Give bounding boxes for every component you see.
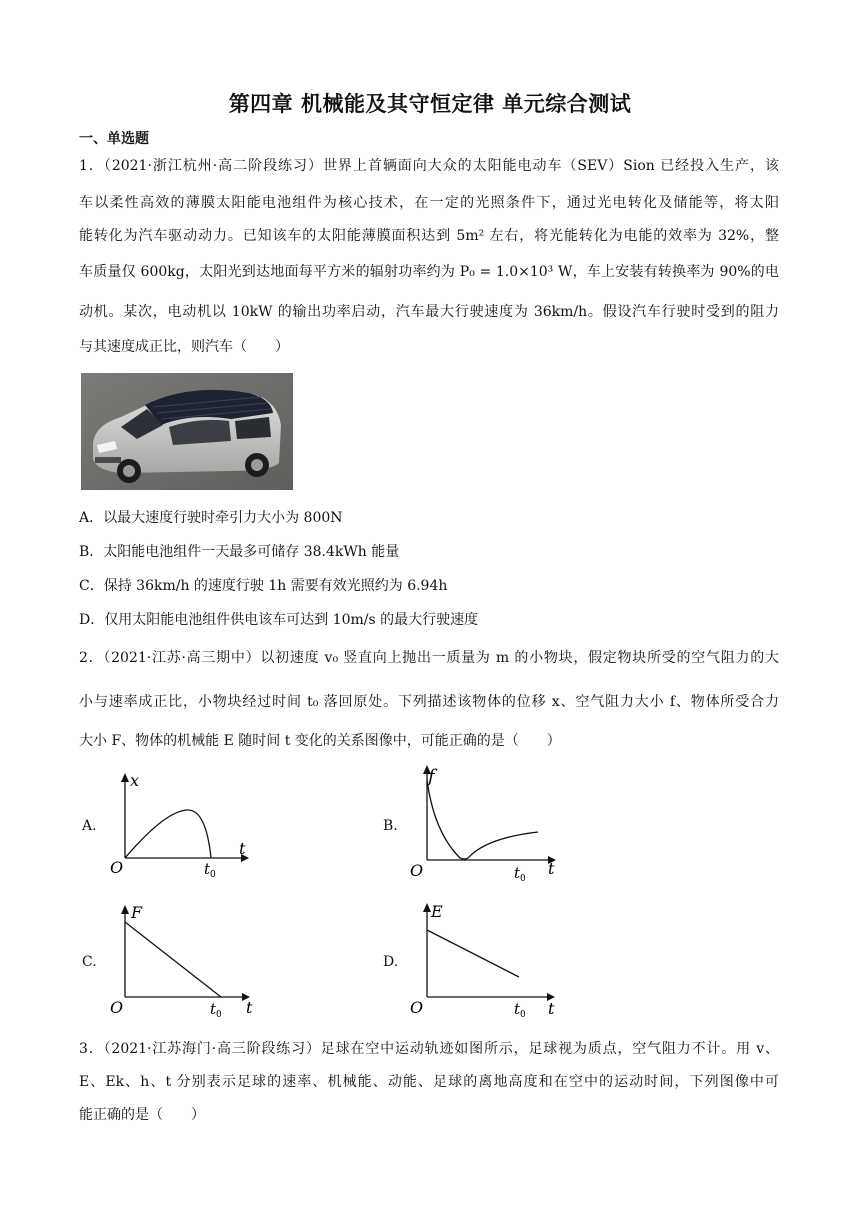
graph-b (410, 762, 560, 884)
q1-option-c: C．保持 36km/h 的速度行驶 1h 需要有效光照约为 6.94h (79, 578, 448, 594)
q3-line: 3．（2021·江苏海门·高三阶段练习）足球在空中运动轨迹如图所示，足球视为质点，空气阻力不计。用 v、 (79, 1041, 779, 1057)
graph-d-y-label: E (431, 902, 443, 921)
graph-d-origin: O (410, 998, 424, 1017)
q1-line: 动机。某次，电动机以 10kW 的输出功率启动，汽车最大行驶速度为 36km/h。假设汽车行驶时受到的阻力 (79, 304, 779, 320)
svg-text:t0: $t_0$ (514, 1000, 526, 1020)
graph-d-option: D. (383, 954, 399, 970)
graph-c (106, 900, 256, 1018)
graph-b-x-label: t (548, 859, 555, 878)
q1-line: 车质量仅 600kg，太阳光到达地面每平方米的辐射功率约为 P₀ = 1.0×10³ W，车上安装有转换率为 90%的电 (79, 264, 779, 280)
q1-line: 车以柔性高效的薄膜太阳能电池组件为核心技术，在一定的光照条件下，通过光电转化及储能等，将太阳 (79, 195, 779, 211)
q1-line: 1．（2021·浙江杭州·高二阶段练习）世界上首辆面向大众的太阳能电动车（SEV）Sion 已经投入生产，该 (79, 158, 779, 174)
graph-c-origin: O (110, 998, 124, 1017)
graph-c-option: C. (82, 954, 97, 970)
q2-line: 大小 F、物体的机械能 E 随时间 t 变化的关系图像中，可能正确的是（ ） (79, 733, 561, 749)
q1-option-b: B．太阳能电池组件一天最多可储存 38.4kWh 能量 (79, 544, 400, 560)
q1-line: 能转化为汽车驱动动力。已知该车的太阳能薄膜面积达到 5m² 左右，将光能转化为电能的效率为 32%，整 (79, 228, 779, 244)
svg-text:t0: $t_0$ (514, 864, 526, 884)
q3-line: E、Ek、h、t 分别表示足球的速率、机械能、动能、足球的离地高度和在空中的运动时间，下列图像中可 (79, 1074, 779, 1090)
svg-text:t0: $t_0$ (204, 860, 216, 880)
graph-b-option: B. (383, 818, 398, 834)
svg-text:t0: $t_0$ (210, 1000, 222, 1018)
page-title: 第四章 机械能及其守恒定律 单元综合测试 (228, 92, 632, 116)
section-heading: 一、单选题 (79, 131, 149, 147)
graph-c-y-label: F (131, 903, 143, 922)
q2-line: 小与速率成正比，小物块经过时间 t₀ 落回原处。下列描述该物体的位移 x、空气阻力大小 f、物体所受合力 (79, 694, 779, 710)
graph-b-y-label: f (428, 766, 435, 787)
graph-a-option: A. (82, 818, 97, 834)
q1-line: 与其速度成正比，则汽车（ ） (79, 339, 289, 355)
graph-c-x-label: t (246, 998, 253, 1017)
q1-option-a: A．以最大速度行驶时牵引力大小为 800N (79, 510, 343, 526)
graph-d-x-label: t (548, 999, 555, 1018)
q2-line: 2．（2021·江苏·高三期中）以初速度 v₀ 竖直向上抛出一质量为 m 的小物块，假定物块所受的空气阻力的大 (79, 650, 779, 666)
q1-option-d: D．仅用太阳能电池组件供电该车可达到 10m/s 的最大行驶速度 (79, 612, 479, 628)
graph-a (106, 770, 256, 880)
q3-line: 能正确的是（ ） (79, 1107, 205, 1123)
graph-a-origin: O (110, 858, 124, 877)
solar-car-photo (81, 373, 293, 490)
graph-b-origin: O (410, 861, 424, 880)
graph-d (410, 898, 560, 1020)
graph-a-y-label: x (130, 771, 140, 790)
graph-a-x-label: t (239, 839, 246, 858)
